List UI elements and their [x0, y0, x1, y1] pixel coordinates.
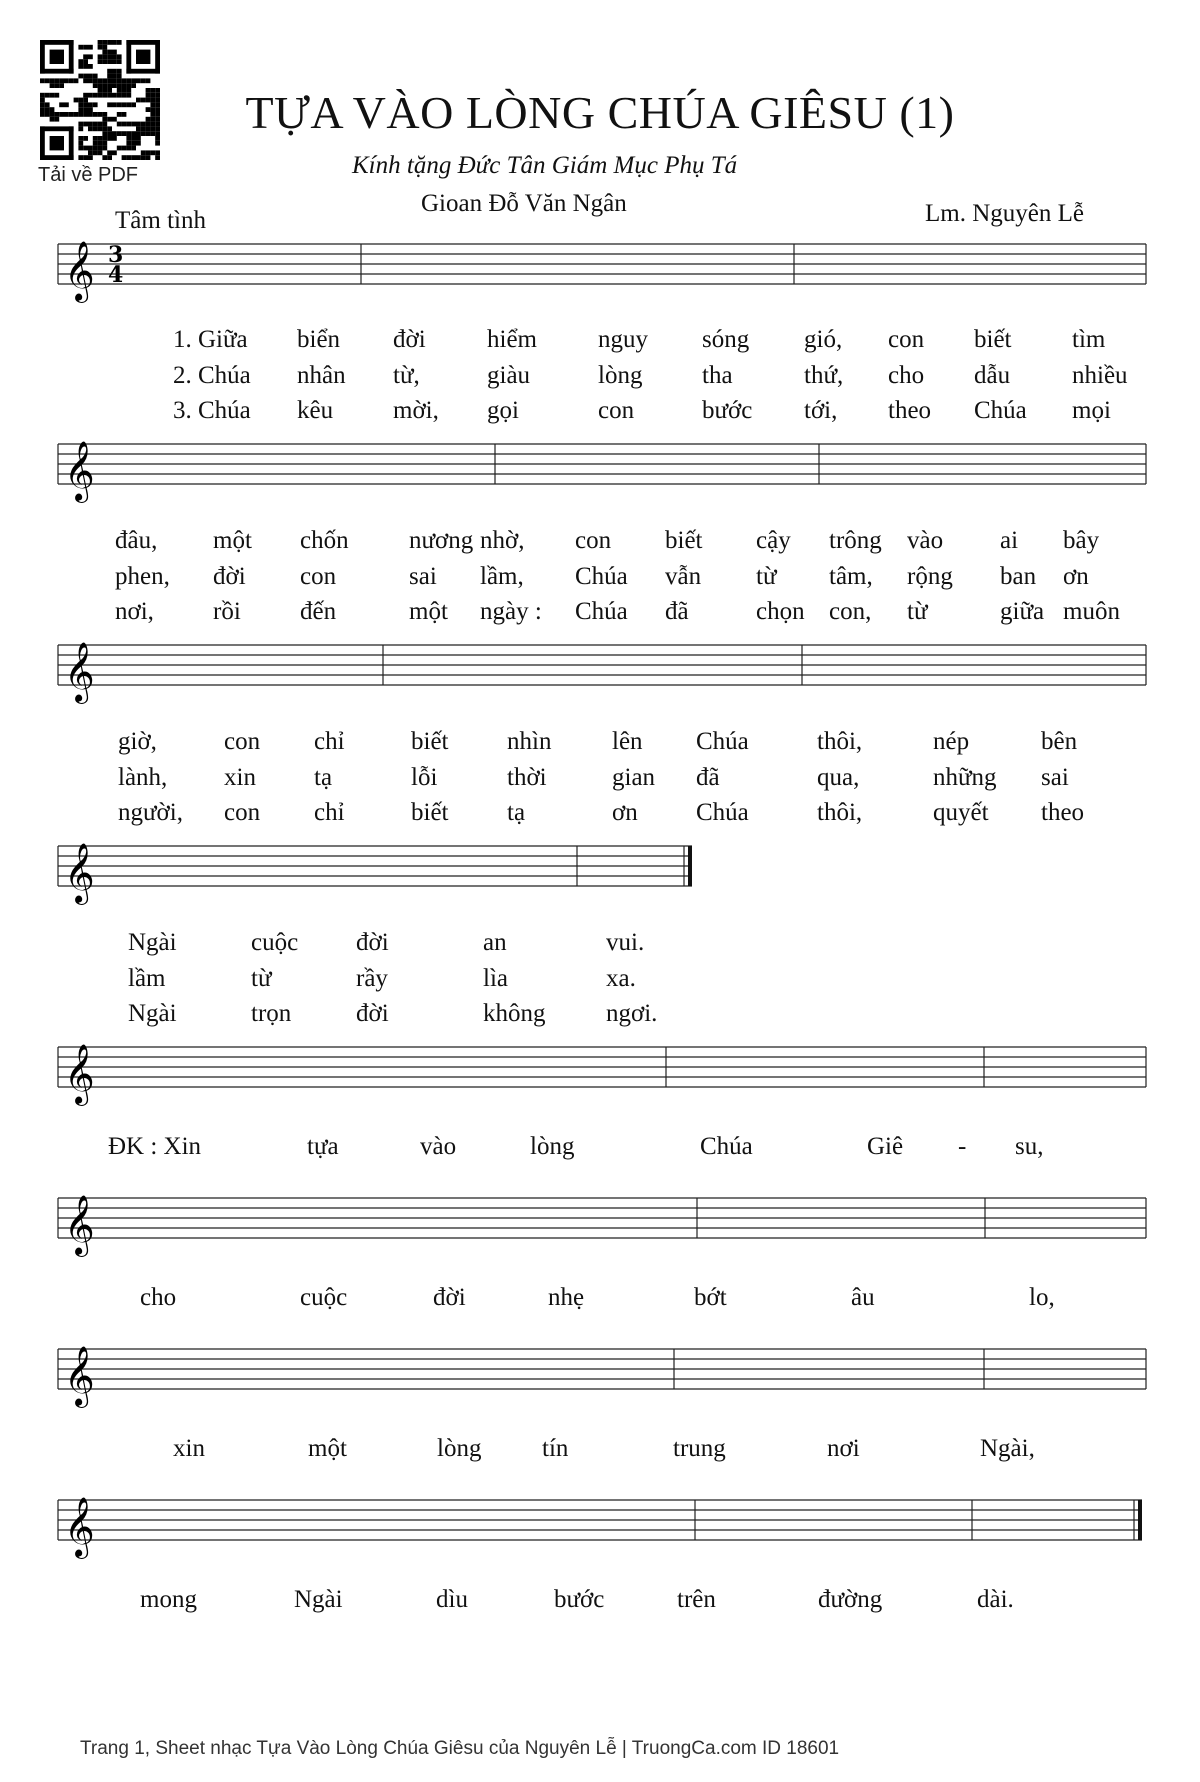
lyric-word: lo,: [1029, 1284, 1055, 1311]
lyric-word: người,: [118, 799, 183, 826]
lyric-word: cuộc: [251, 929, 299, 956]
lyric-word: -: [958, 1133, 967, 1160]
lyric-word: âu: [851, 1284, 875, 1311]
lyric-word: biết: [411, 728, 449, 755]
lyric-word: con: [224, 799, 261, 826]
lyric-word: tạ: [507, 799, 526, 826]
time-signature: 3: [108, 242, 124, 268]
lyric-word: bây: [1063, 527, 1100, 554]
lyric-word: trông: [829, 527, 882, 554]
lyric-word: chốn: [300, 527, 349, 554]
lyric-word: mọi: [1072, 397, 1111, 424]
lyric-word: thứ,: [804, 362, 844, 389]
lyric-word: Chúa: [575, 563, 628, 590]
treble-clef-icon: 𝄞: [64, 241, 95, 301]
lyric-word: con: [224, 728, 261, 755]
lyric-word: con: [598, 397, 635, 424]
lyric-word: thôi,: [817, 799, 863, 826]
music-staff: [0, 1192, 1150, 1262]
lyric-word: rầy: [356, 965, 388, 992]
lyric-word: Chúa: [974, 397, 1027, 424]
lyric-word: nhờ,: [480, 527, 525, 554]
tempo-marking: Tâm tình: [115, 207, 206, 234]
lyric-word: Chúa: [700, 1133, 753, 1160]
lyric-word: lòng: [437, 1435, 482, 1462]
music-staff: [0, 238, 1150, 308]
lyric-word: xin: [224, 764, 256, 791]
lyric-word: ban: [1000, 563, 1037, 590]
lyric-word: dài.: [977, 1586, 1014, 1613]
lyric-word: hiểm: [487, 326, 537, 353]
lyric-word: biển: [297, 326, 341, 353]
lyric-word: Ngài: [128, 1000, 177, 1027]
lyric-word: lên: [612, 728, 643, 755]
lyric-word: mời,: [393, 397, 439, 424]
lyric-word: Ngài: [128, 929, 177, 956]
lyric-word: cho: [140, 1284, 177, 1311]
lyric-word: tạ: [314, 764, 333, 791]
treble-clef-icon: 𝄞: [64, 843, 95, 903]
lyric-word: Ngài: [294, 1586, 343, 1613]
lyric-word: nép: [933, 728, 970, 755]
lyric-word: sai: [409, 563, 437, 590]
lyric-word: bước: [554, 1586, 605, 1613]
lyric-word: con: [575, 527, 612, 554]
treble-clef-icon: 𝄞: [64, 1195, 95, 1255]
lyric-word: từ,: [393, 362, 420, 389]
lyric-word: lìa: [483, 965, 508, 992]
lyric-word: xa.: [606, 965, 636, 992]
lyric-word: Chúa: [696, 728, 749, 755]
lyric-word: lầm,: [480, 563, 524, 590]
lyric-word: kêu: [297, 397, 334, 424]
lyric-word: chỉ: [314, 799, 345, 826]
lyric-word: nhân: [297, 362, 346, 389]
lyric-word: từ: [756, 563, 777, 590]
lyric-word: Ngài,: [980, 1435, 1035, 1462]
music-staff: [0, 1041, 1150, 1111]
lyric-word: thời: [507, 764, 547, 791]
lyric-word: đời: [356, 929, 389, 956]
lyric-word: đã: [696, 764, 720, 791]
lyric-word: cho: [888, 362, 925, 389]
lyric-word: 3. Chúa: [173, 397, 251, 424]
lyric-word: xin: [173, 1435, 205, 1462]
lyric-word: giữa: [1000, 598, 1045, 625]
lyric-word: gọi: [487, 397, 519, 424]
final-barline: [1138, 1500, 1142, 1540]
lyric-word: biết: [665, 527, 703, 554]
lyric-word: không: [483, 1000, 546, 1027]
lyric-word: tha: [702, 362, 733, 389]
lyric-word: 2. Chúa: [173, 362, 251, 389]
lyric-word: nhìn: [507, 728, 552, 755]
lyric-word: nương: [409, 527, 474, 554]
lyric-word: chọn: [756, 598, 805, 625]
lyric-word: nơi,: [115, 598, 154, 625]
lyric-word: thôi,: [817, 728, 863, 755]
treble-clef-icon: 𝄞: [64, 1497, 95, 1557]
lyric-word: một: [409, 598, 448, 625]
lyric-word: mong: [140, 1586, 197, 1613]
composer: Lm. Nguyên Lễ: [925, 200, 1084, 227]
dedication-line-2: Gioan Đỗ Văn Ngân: [421, 190, 627, 217]
lyric-word: lòng: [530, 1133, 575, 1160]
lyric-word: đời: [213, 563, 246, 590]
lyric-word: tựa: [307, 1133, 339, 1160]
lyric-word: lành,: [118, 764, 168, 791]
lyric-word: con: [300, 563, 337, 590]
final-barline: [688, 846, 692, 886]
lyric-word: giờ,: [118, 728, 157, 755]
lyric-word: lòng: [598, 362, 643, 389]
lyric-word: bên: [1041, 728, 1078, 755]
lyric-word: 1. Giữa: [173, 326, 248, 353]
treble-clef-icon: 𝄞: [64, 642, 95, 702]
lyric-word: theo: [1041, 799, 1085, 826]
lyric-word: tìm: [1072, 326, 1106, 353]
lyric-word: lỗi: [411, 764, 438, 791]
lyric-word: Chúa: [696, 799, 749, 826]
lyric-word: đời: [356, 1000, 389, 1027]
lyric-word: ngơi.: [606, 1000, 658, 1027]
lyric-word: một: [308, 1435, 347, 1462]
lyric-word: đến: [300, 598, 337, 625]
treble-clef-icon: 𝄞: [64, 441, 95, 501]
lyric-word: Chúa: [575, 598, 628, 625]
lyric-word: cuộc: [300, 1284, 348, 1311]
music-staff: [0, 438, 1150, 508]
lyric-word: bớt: [694, 1284, 727, 1311]
lyric-word: ngày :: [480, 598, 542, 625]
lyric-word: cậy: [756, 527, 791, 554]
lyric-word: trọn: [251, 1000, 292, 1027]
lyric-word: gió,: [804, 326, 843, 353]
lyric-word: một: [213, 527, 252, 554]
lyric-word: đời: [433, 1284, 466, 1311]
lyric-word: tín: [542, 1435, 569, 1462]
lyric-word: nơi: [827, 1435, 860, 1462]
lyric-word: trên: [677, 1586, 716, 1613]
lyric-word: nhẹ: [548, 1284, 585, 1311]
lyric-word: biết: [411, 799, 449, 826]
lyric-word: dìu: [436, 1586, 468, 1613]
lyric-word: gian: [612, 764, 656, 791]
lyric-word: đã: [665, 598, 689, 625]
page-footer: Trang 1, Sheet nhạc Tựa Vào Lòng Chúa Giêsu của Nguyên Lễ | TruongCa.com ID 18601: [80, 1738, 840, 1759]
lyric-word: trung: [673, 1435, 726, 1462]
lyric-word: chỉ: [314, 728, 345, 755]
lyric-word: Giê: [867, 1133, 904, 1160]
lyric-word: vẫn: [665, 563, 702, 590]
lyric-word: bước: [702, 397, 753, 424]
lyric-word: nhiều: [1072, 362, 1128, 389]
lyric-word: quyết: [933, 799, 989, 826]
lyric-word: giàu: [487, 362, 531, 389]
lyric-word: nguy: [598, 326, 648, 353]
lyric-word: sóng: [702, 326, 750, 353]
lyric-word: con,: [829, 598, 872, 625]
lyric-word: biết: [974, 326, 1012, 353]
lyric-word: lầm: [128, 965, 166, 992]
lyric-word: vào: [907, 527, 944, 554]
lyric-word: ai: [1000, 527, 1019, 554]
dedication-line-1: Kính tặng Đức Tân Giám Mục Phụ Tá: [352, 152, 738, 179]
lyric-word: rộng: [907, 563, 953, 590]
lyric-word: tâm,: [829, 563, 873, 590]
lyric-word: đời: [393, 326, 426, 353]
lyric-word: tới,: [804, 397, 838, 424]
lyric-word: con: [888, 326, 925, 353]
treble-clef-icon: 𝄞: [64, 1346, 95, 1406]
lyric-word: ơn: [1063, 563, 1089, 590]
music-staff: [0, 1494, 1146, 1564]
lyric-word: rồi: [213, 598, 241, 625]
lyric-word: ơn: [612, 799, 638, 826]
lyric-word: vui.: [606, 929, 645, 956]
time-signature: 4: [108, 262, 124, 288]
music-staff: [0, 1343, 1150, 1413]
lyric-word: từ: [907, 598, 928, 625]
lyric-word: phen,: [115, 563, 170, 590]
music-staff: [0, 840, 696, 910]
song-title: TỰA VÀO LÒNG CHÚA GIÊSU (1): [245, 87, 955, 138]
lyric-word: theo: [888, 397, 932, 424]
lyric-word: ĐK : Xin: [108, 1133, 202, 1160]
treble-clef-icon: 𝄞: [64, 1044, 95, 1104]
lyric-word: qua,: [817, 764, 860, 791]
music-staff: [0, 639, 1150, 709]
lyric-word: vào: [420, 1133, 457, 1160]
lyric-word: su,: [1015, 1133, 1044, 1160]
lyric-word: muôn: [1063, 598, 1120, 625]
lyric-word: an: [483, 929, 507, 956]
lyric-word: đâu,: [115, 527, 158, 554]
lyric-word: dẫu: [974, 362, 1011, 389]
lyric-word: sai: [1041, 764, 1069, 791]
lyric-word: từ: [251, 965, 272, 992]
download-pdf-label[interactable]: Tải về PDF: [38, 164, 139, 186]
lyric-word: đường: [818, 1586, 883, 1613]
lyric-word: những: [933, 764, 997, 791]
